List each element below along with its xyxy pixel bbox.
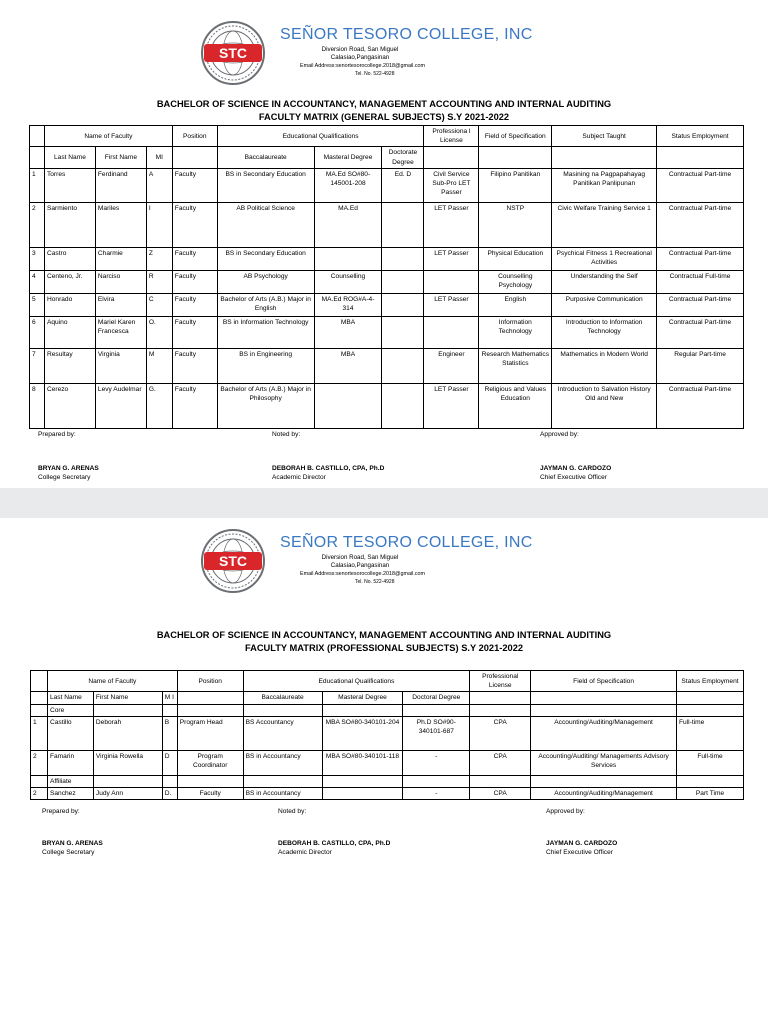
header-position: Position (172, 126, 217, 147)
table-row: 1 Torres Ferdinand A Faculty BS in Secondary Education MA.Ed SO#80-145001-208 Ed. D Civil Service Sub-Pro LET Passer Filipino Panitikan Masining na Pagpapahayag Panitikan Panlipunan Contractual Part-time (30, 168, 744, 202)
approved-by-title: Chief Executive Officer (546, 849, 613, 856)
section-label-core: Core (47, 704, 93, 716)
approved-by-label: Approved by: (540, 431, 579, 438)
header-baccalaureate: Baccalaureate (217, 147, 314, 168)
approved-by-name: JAYMAN G. CARDOZO (546, 840, 618, 847)
header-baccalaureate: Baccalaureate (243, 692, 322, 704)
approved-by-name: JAYMAN G. CARDOZO (540, 465, 612, 472)
table-row: 6 Aquino Mariel Karen Francesca O. Faculty BS in Information Technology MBA Information Technology Introduction to Information Technology Contractual Part-time (30, 316, 744, 348)
header-row-1 (30, 126, 744, 147)
header-row-2 (30, 147, 744, 168)
prepared-by-label: Prepared by: (38, 431, 76, 438)
table-row: 2 Sanchez Judy Ann D. Faculty BS in Accountancy - CPA Accounting/Auditing/Management Part Time (31, 788, 744, 800)
email-address: Email Address:senortesorocollege.2018@gmail.com (300, 63, 426, 69)
header-subject-taught: Subject Taught (552, 126, 657, 147)
header-last-name: Last Name (44, 147, 95, 168)
header-row-2 (31, 692, 744, 704)
header-row-1 (31, 671, 744, 692)
college-name: SEÑOR TESORO COLLEGE, INC (280, 26, 533, 43)
section-row-affiliate (31, 775, 744, 787)
table-row: 2 Sarmiento Mariles I Faculty AB Political Science MA.Ed LET Passer NSTP Civic Welfare Training Service 1 Contractual Part-time (30, 202, 744, 247)
section-label-affiliate: Affiliate (47, 775, 93, 787)
program-title: BACHELOR OF SCIENCE IN ACCOUNTANCY, MANAGEMENT ACCOUNTING AND INTERNAL AUDITING (156, 99, 612, 109)
noted-by-label: Noted by: (278, 808, 307, 815)
header-name-of-faculty: Name of Faculty (47, 671, 177, 692)
noted-by-name: DEBORAH B. CASTILLO, CPA, Ph.D (278, 840, 391, 847)
prepared-by-name: BRYAN G. ARENAS (38, 465, 99, 472)
email-address: Email Address:senortesorocollege.2018@gmail.com (300, 571, 426, 577)
header-name-of-faculty: Name of Faculty (44, 126, 172, 147)
letterhead (0, 526, 768, 596)
header-professional-license: Professional License (470, 671, 531, 692)
header-status-employment: Status Employment (657, 126, 744, 147)
noted-by-title: Academic Director (272, 474, 326, 481)
table-row: 1 Castillo Deborah B Program Head BS Accountancy MBA SO#80-340101-204 Ph.D SO#90-340101-687 CPA Accounting/Auditing/Management Full-time (31, 716, 744, 750)
header-doctorate-degree: Doctorate Degree (382, 147, 424, 168)
noted-by-title: Academic Director (278, 849, 332, 856)
prepared-by-block (38, 464, 99, 482)
prepared-by-title: College Secretary (38, 474, 91, 481)
matrix-title: FACULTY MATRIX (GENERAL SUBJECTS) S.Y 2021-2022 (258, 112, 510, 122)
noted-by-label: Noted by: (272, 431, 301, 438)
header-last-name: Last Name (47, 692, 93, 704)
prepared-by-title: College Secretary (42, 849, 95, 856)
svg-text:STC: STC (219, 45, 247, 61)
telephone-number: Tel. No. 522-4928 (355, 579, 395, 585)
approved-by-title: Chief Executive Officer (540, 474, 607, 481)
header-status-employment: Status Employment (677, 671, 744, 692)
noted-by-block (278, 839, 390, 857)
approved-by-block (546, 839, 617, 857)
college-logo (200, 20, 266, 86)
header-first-name: First Name (95, 147, 146, 168)
header-masteral-degree: Masteral Degree (314, 147, 382, 168)
header-field-of-specification: Field of Specification (531, 671, 677, 692)
section-row-core (31, 704, 744, 716)
college-name: SEÑOR TESORO COLLEGE, INC (280, 534, 533, 551)
header-mi: MI (146, 147, 172, 168)
noted-by-name: DEBORAH B. CASTILLO, CPA, Ph.D (272, 465, 385, 472)
document-titles (0, 98, 768, 124)
address-line-2: Calasiao,Pangasinan (330, 54, 390, 61)
header-position: Position (177, 671, 243, 692)
address-line-2: Calasiao,Pangasinan (330, 562, 390, 569)
prepared-by-name: BRYAN G. ARENAS (42, 840, 103, 847)
table-row: 4 Centeno, Jr. Narciso R Faculty AB Psychology Counselling Counselling Psychology Understanding the Self Contractual Full-time (30, 270, 744, 293)
table-row: 7 Resultay Virginia M Faculty BS in Engineering MBA Engineer Research Mathematics Statistics Mathematics in Modern World Regular Part-time (30, 348, 744, 383)
address-line-1: Diversion Road, San Miguel (321, 46, 399, 53)
header-educational-qualifications: Educational Qualifications (217, 126, 424, 147)
svg-text:STC: STC (219, 553, 247, 569)
header-field-of-specification: Field of Specification (479, 126, 552, 147)
matrix-title: FACULTY MATRIX (PROFESSIONAL SUBJECTS) S.Y 2021-2022 (244, 643, 524, 653)
header-doctoral-degree: Doctoral Degree (403, 692, 470, 704)
table-row: 2 Famarin Virginia Rowella D Program Coordinator BS in Accountancy MBA SO#80-340101-118 - CPA Accounting/Auditing/ Managements Advisory Services Full-time (31, 750, 744, 775)
document-page-1 (0, 0, 768, 488)
college-logo (200, 528, 266, 594)
header-educational-qualifications: Educational Qualifications (243, 671, 470, 692)
approved-by-label: Approved by: (546, 808, 585, 815)
page-separator (0, 488, 768, 518)
table-row: 3 Castro Charmie Z Faculty BS in Secondary Education LET Passer Physical Education Psychical Fitness 1 Recreational Activities Contractual Part-time (30, 247, 744, 270)
table-row: 5 Honrado Elvira C Faculty Bachelor of Arts (A.B.) Major in English MA.Ed ROG#A-4-314 LET Passer English Purposive Communication Contractual Part-time (30, 293, 744, 316)
prepared-by-block (42, 839, 103, 857)
address-line-1: Diversion Road, San Miguel (321, 554, 399, 561)
faculty-matrix-professional (30, 670, 744, 800)
header-professional-license: Professiona l License (424, 126, 479, 147)
prepared-by-label: Prepared by: (42, 808, 80, 815)
header-first-name: First Name (93, 692, 162, 704)
faculty-matrix-general (29, 125, 744, 429)
document-titles (0, 629, 768, 655)
program-title: BACHELOR OF SCIENCE IN ACCOUNTANCY, MANAGEMENT ACCOUNTING AND INTERNAL AUDITING (156, 630, 612, 640)
letterhead (0, 18, 768, 88)
header-mi: M I (162, 692, 177, 704)
approved-by-block (540, 464, 611, 482)
noted-by-block (272, 464, 384, 482)
telephone-number: Tel. No. 522-4928 (355, 71, 395, 77)
table-row: 8 Cerezo Levy Audelmar G. Faculty Bachelor of Arts (A.B.) Major in Philosophy LET Passer Religious and Values Education Introduction to Salvation History Old and New Contractual Part-time (30, 383, 744, 428)
header-masteral-degree: Masteral Degree (322, 692, 403, 704)
